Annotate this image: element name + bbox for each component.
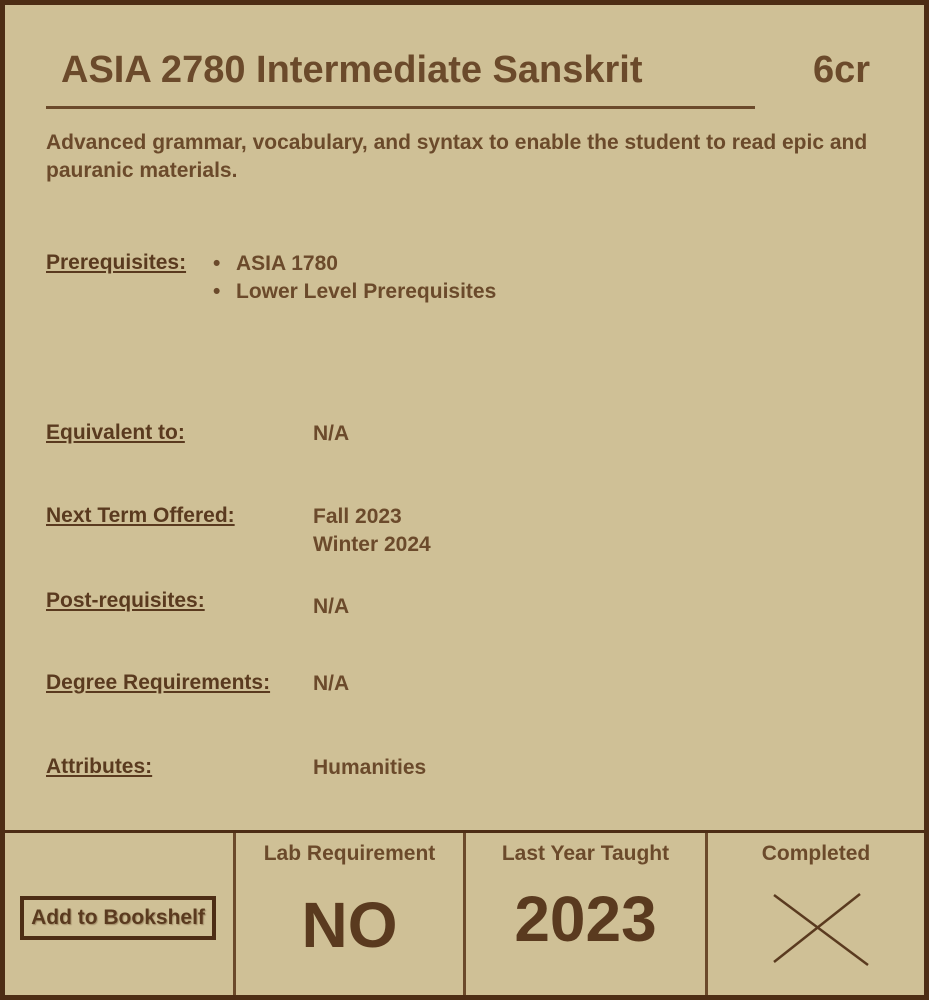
postreq-value: N/A <box>313 595 350 618</box>
list-item: • Lower Level Prerequisites <box>213 280 497 303</box>
title-divider <box>46 106 755 109</box>
add-to-bookshelf-button[interactable]: Add to Bookshelf <box>20 896 216 940</box>
last-year-taught-label: Last Year Taught <box>501 842 670 865</box>
prerequisite-item: Lower Level Prerequisites <box>236 280 497 303</box>
equivalent-value: N/A <box>313 422 350 445</box>
next-term-label: Next Term Offered: <box>46 504 235 527</box>
degree-requirements-label: Degree Requirements: <box>46 671 271 694</box>
attributes-label: Attributes: <box>46 755 153 778</box>
equivalent-label: Equivalent to: <box>46 421 185 444</box>
next-term-item: Winter 2024 <box>313 533 431 556</box>
list-item: • ASIA 1780 <box>213 252 338 275</box>
last-year-taught-value: 2023 <box>514 883 657 955</box>
prerequisite-item: ASIA 1780 <box>236 252 338 275</box>
attributes-value: Humanities <box>313 756 427 779</box>
completed-label: Completed <box>761 842 871 865</box>
prerequisites-label: Prerequisites: <box>46 251 187 274</box>
prerequisites-list <box>213 250 496 306</box>
postreq-label: Post-requisites: <box>46 589 205 612</box>
course-description: Advanced grammar, vocabulary, and syntax to enable the student to read epic and pauranic materials. <box>46 131 868 182</box>
next-term-item: Fall 2023 <box>313 505 402 528</box>
course-title: ASIA 2780 Intermediate Sanskrit <box>61 49 643 91</box>
lab-requirement-label: Lab Requirement <box>263 842 436 865</box>
lab-requirement-value: NO <box>301 889 398 961</box>
next-term-list <box>313 503 431 559</box>
x-mark-icon[interactable] <box>770 890 874 970</box>
course-credits: 6cr <box>813 49 871 91</box>
degree-requirements-value: N/A <box>313 672 350 695</box>
